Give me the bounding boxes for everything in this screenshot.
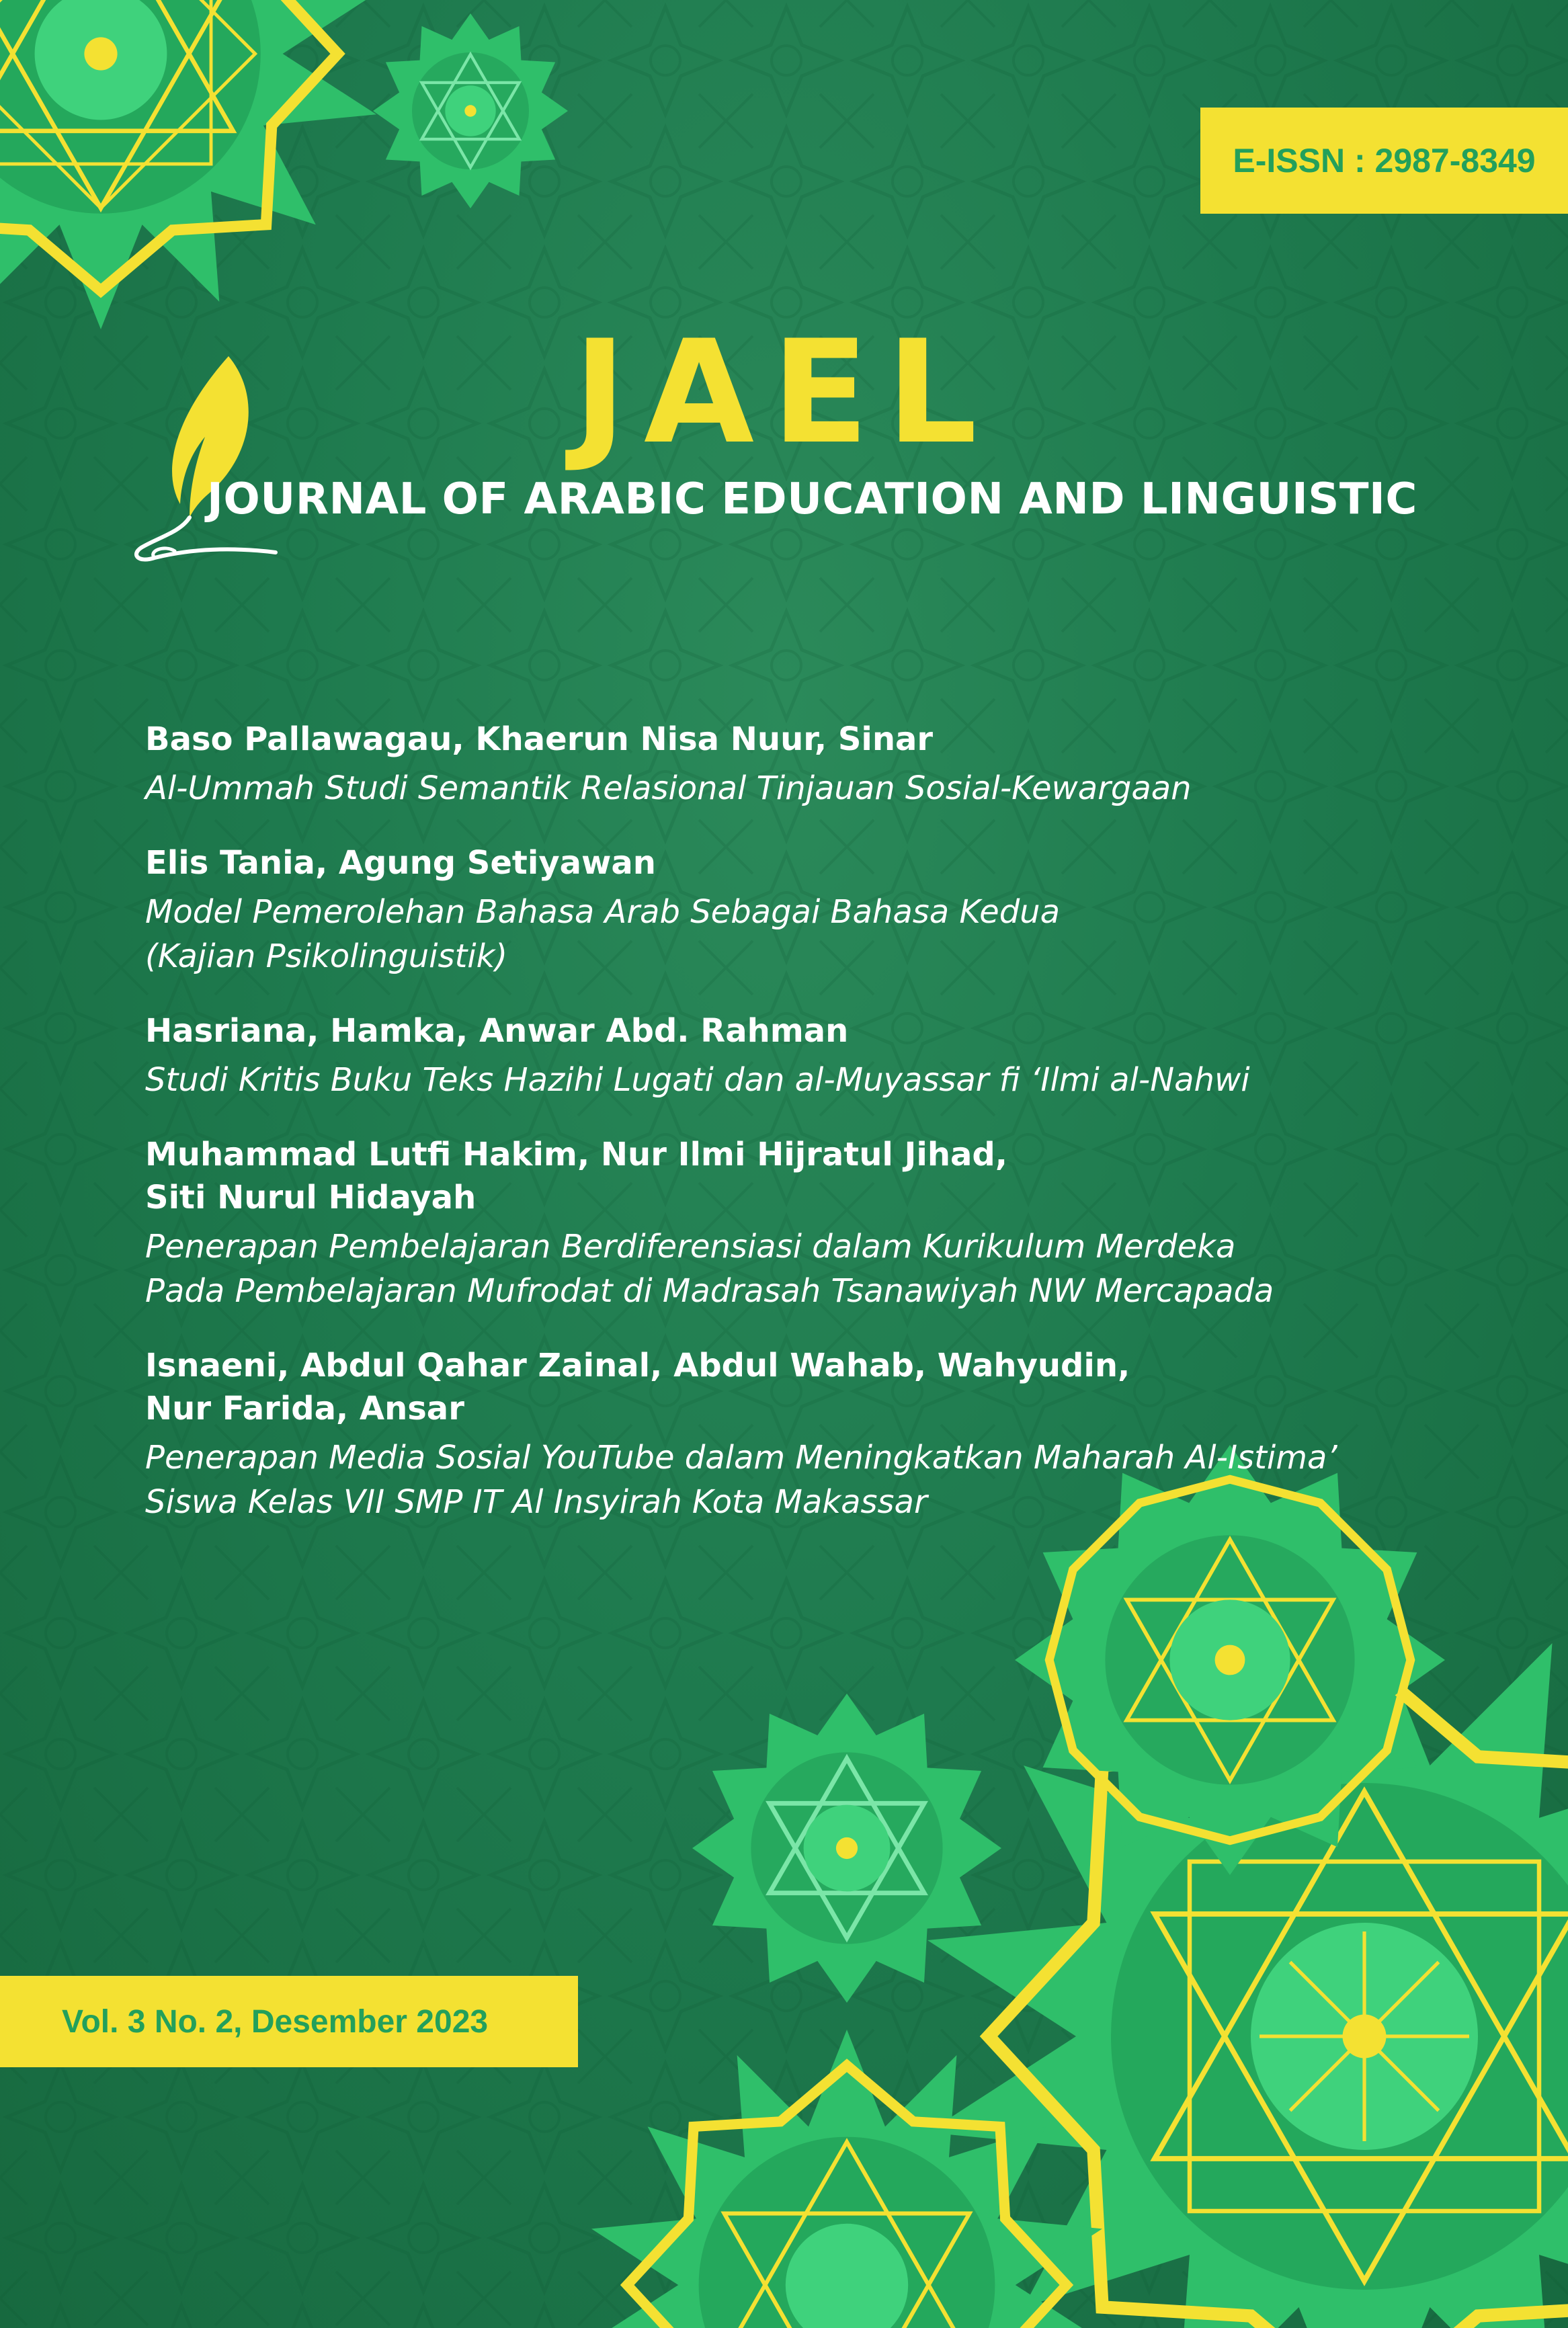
article-authors: Isnaeni, Abdul Qahar Zainal, Abdul Wahab, Wahyudin, Nur Farida, Ansar: [145, 1347, 1130, 1427]
article-item: [145, 1009, 1462, 1102]
article-authors: Elis Tania, Agung Setiyawan: [145, 844, 656, 882]
journal-acronym: JAEL: [573, 309, 995, 475]
article-item: [145, 841, 1462, 979]
article-title: Studi Kritis Buku Teks Hazihi Lugati dan al-Muyassar fi ‘Ilmi al-Nahwi: [145, 1061, 1250, 1099]
journal-full-title: JOURNAL OF ARABIC EDUCATION AND LINGUISTIC: [207, 474, 1417, 524]
article-title: Penerapan Pembelajaran Berdiferensiasi dalam Kurikulum Merdeka Pada Pembelajaran Mufrodat di Madrasah Tsanawiyah NW Mercapada: [145, 1228, 1274, 1310]
article-title: Model Pemerolehan Bahasa Arab Sebagai Bahasa Kedua (Kajian Psikolinguistik): [145, 893, 1061, 975]
article-list: [145, 718, 1462, 1555]
article-item: [145, 718, 1462, 810]
islamic-star-ornament-bottom-center: [591, 2030, 1102, 2328]
article-title: Penerapan Media Sosial YouTube dalam Meningkatkan Maharah Al-Istima’ Siswa Kelas VII SMP IT Al Insyirah Kota Makassar: [145, 1439, 1337, 1521]
article-authors: Hasriana, Hamka, Anwar Abd. Rahman: [145, 1012, 849, 1050]
islamic-star-ornament-center: [692, 1694, 1001, 2003]
article-authors: Muhammad Lutfi Hakim, Nur Ilmi Hijratul Jihad, Siti Nurul Hidayah: [145, 1136, 1007, 1216]
islamic-star-ornament-top-small: [373, 13, 568, 208]
article-title: Al-Ummah Studi Semantik Relasional Tinjauan Sosial-Kewargaan: [145, 770, 1192, 807]
article-item: [145, 1133, 1462, 1313]
article-item: [145, 1344, 1462, 1524]
volume-badge: Vol. 3 No. 2, Desember 2023: [0, 1976, 578, 2067]
issn-badge: E-ISSN : 2987-8349: [1200, 108, 1568, 214]
article-authors: Baso Pallawagau, Khaerun Nisa Nuur, Sinar: [145, 720, 934, 758]
islamic-star-ornament-top-left: [0, 0, 376, 329]
